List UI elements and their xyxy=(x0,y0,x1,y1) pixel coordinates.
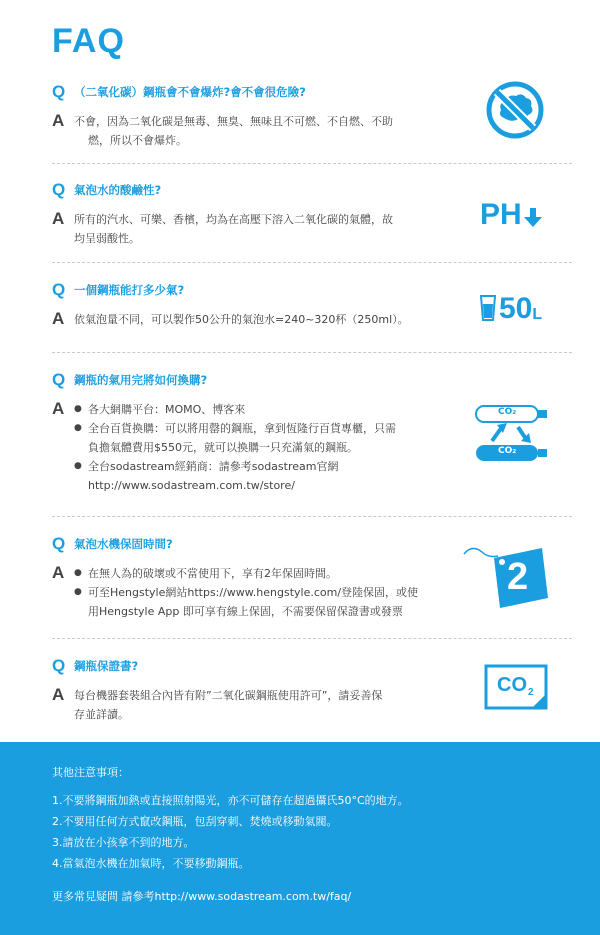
list-item: 4.當氣泡水機在加氣時，不要移動鋼瓶。 xyxy=(52,857,250,870)
faq-answer-5: A ● 在無人為的破壞或不當使用下，享有2年保固時間。 ● 可至Hengstyle網站https://www.hengstyle.com/登陸保固，或使 用Hengstyle App 即可享有線上保固，不需要保留保證書或發票 xyxy=(52,564,418,621)
faq-question-2: Q 氣泡水的酸鹼性? xyxy=(52,180,162,199)
more-faq-link[interactable]: 更多常見疑問 請參考http://www.sodastream.com.tw/faq/ xyxy=(52,890,352,903)
two-year-warranty-tag-icon: 2 xyxy=(462,544,552,618)
notes-list xyxy=(52,790,409,874)
faq-answer-2: A 所有的汽水、可樂、香檳，均為在高壓下溶入二氧化碳的氣體，故 均呈弱酸性。 xyxy=(52,209,393,245)
faq-answer-1: A 不會，因為二氧化碳是無毒、無臭、無味且不可燃、不自燃、不助 燃，所以不會爆炸。 xyxy=(52,111,393,147)
list-item: ● 全台百貨換購：可以將用罄的鋼瓶，拿到恆隆行百貨專櫃，只需 負擔氣體費用$550元，就可以換購一只充滿氣的鋼瓶。 xyxy=(74,419,396,457)
list-item: 1.不要將鋼瓶加熱或直接照射陽光，亦不可儲存在超過攝氏50°C的地方。 xyxy=(52,794,409,807)
co2-certificate-icon: CO 2 xyxy=(484,664,550,716)
faq-question-6: Q 鋼瓶保證書? xyxy=(52,656,139,675)
divider xyxy=(52,262,572,263)
divider xyxy=(52,163,572,164)
ph-down-icon: PH xyxy=(480,198,542,232)
faq-question-1: Q （二氧化碳）鋼瓶會不會爆炸?會不會很危險? xyxy=(52,82,306,101)
no-explosion-icon xyxy=(485,80,545,144)
divider xyxy=(52,638,572,639)
page-title: FAQ xyxy=(52,22,125,60)
faq-question-3: Q 一個鋼瓶能打多少氣? xyxy=(52,280,185,299)
list-item: ● 各大網購平台：MOMO、博客來 xyxy=(74,400,396,419)
list-item: 3.請放在小孩拿不到的地方。 xyxy=(52,836,195,849)
faq-answer-6: A 每台機器套裝組合內皆有附”二氧化碳鋼瓶使用許可”，請妥善保 存並詳讀。 xyxy=(52,685,383,721)
divider xyxy=(52,516,572,517)
notes-footer xyxy=(0,742,600,935)
faq-question-5: Q 氣泡水機保固時間? xyxy=(52,534,173,553)
list-item: ● 可至Hengstyle網站https://www.hengstyle.com/登陸保固，或使 用Hengstyle App 即可享有線上保固，不需要保留保證書或發票 xyxy=(74,583,418,621)
list-item: 2.不要用任何方式竄改鋼瓶，包刮穿刺、焚燒或移動氣閥。 xyxy=(52,815,338,828)
water-glass-icon xyxy=(480,295,496,321)
divider xyxy=(52,352,572,353)
arrow-down-icon xyxy=(524,208,542,228)
50-liter-icon: 50 L xyxy=(480,294,542,324)
faq-answer-3: A 依氣泡量不同，可以製作50公升的氣泡水=240~320杯（250ml）。 xyxy=(52,309,409,328)
co2-cylinder-exchange-icon: CO₂ CO₂ xyxy=(470,403,552,469)
list-item: ● 在無人為的破壞或不當使用下，享有2年保固時間。 xyxy=(74,564,418,583)
faq-answer-4: A ● 各大網購平台：MOMO、博客來 ● 全台百貨換購：可以將用罄的鋼瓶，拿到恆隆行百貨專櫃，只需 負擔氣體費用$550元，就可以換購一只充滿氣的鋼瓶。 ● 全台sodastream經銷商：請參考sodastream官網 http://www.sodastream.com.tw/store/ xyxy=(52,400,396,495)
faq-question-4: Q 鋼瓶的氣用完將如何換購? xyxy=(52,370,208,389)
list-item: ● 全台sodastream經銷商：請參考sodastream官網 http://www.sodastream.com.tw/store/ xyxy=(74,457,396,495)
notes-title: 其他注意事項： xyxy=(52,766,129,779)
